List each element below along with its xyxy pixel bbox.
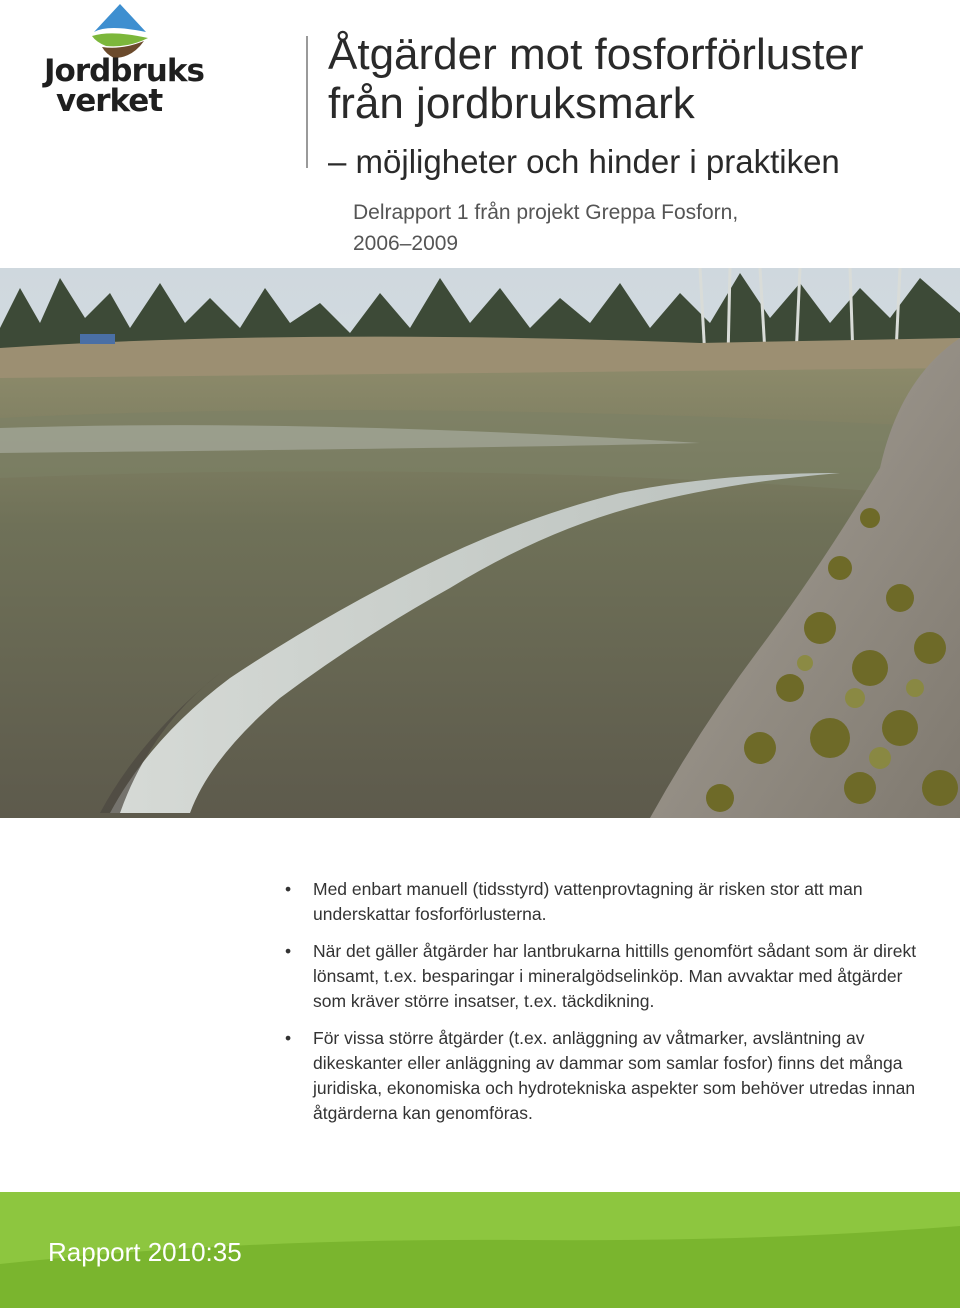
header-divider bbox=[306, 36, 308, 168]
title-line-1: Åtgärder mot fosforförluster bbox=[328, 30, 864, 79]
summary-bullet-list bbox=[285, 877, 925, 1138]
series-line-1: Delrapport 1 från projekt Greppa Fosforn, bbox=[353, 201, 739, 224]
landscape-drop-icon bbox=[88, 2, 152, 60]
jordbruksverket-logo bbox=[44, 2, 204, 126]
list-item bbox=[285, 877, 925, 927]
page-subtitle: – möjligheter och hinder i praktiken bbox=[328, 143, 840, 180]
title-line-2: från jordbruksmark bbox=[328, 79, 695, 128]
report-number: Rapport 2010:35 bbox=[48, 1237, 242, 1267]
bullet-marker: • bbox=[285, 941, 292, 961]
logo-line-2: verket bbox=[56, 83, 163, 119]
bullet-marker: • bbox=[285, 1028, 292, 1048]
list-item bbox=[285, 939, 925, 1014]
flooded-field-photo bbox=[0, 268, 960, 818]
series-line-2: 2006–2009 bbox=[353, 232, 459, 255]
page-title bbox=[328, 30, 948, 128]
bullet-text: Med enbart manuell (tidsstyrd) vattenprovtagning är risken stor att man underskattar fosforförlusterna. bbox=[313, 879, 863, 924]
bullet-text: För vissa större åtgärder (t.ex. anläggning av våtmarker, avsläntning av dikeskanter eller anläggning av dammar som samlar fosfor) finns det många juridiska, ekonomiska och hydrotekniska aspekter som behöver utredas innan åtgärderna kan genomföras. bbox=[313, 1028, 916, 1123]
logo-wordmark bbox=[44, 53, 204, 119]
bullet-text: När det gäller åtgärder har lantbrukarna hittills genomfört sådant som är direkt lönsamt, t.ex. besparingar i mineralgödselinköp. Man avvaktar med åtgärder som kräver större insatser, t.ex. täckdikning. bbox=[313, 941, 917, 1011]
bullet-marker: • bbox=[285, 879, 292, 899]
logo-line-1: Jordbruks bbox=[44, 53, 204, 89]
list-item bbox=[285, 1026, 925, 1126]
report-series bbox=[353, 197, 913, 259]
